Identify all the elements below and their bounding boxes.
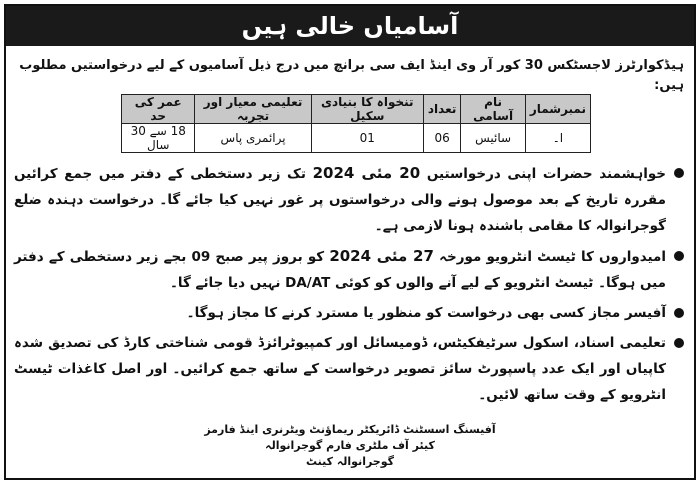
point-2-date: 27 مئی 2024 (329, 247, 434, 265)
cell-post-name: سائیس (461, 124, 525, 153)
point-3-text: آفیسر مجاز کسی بھی درخواست کو منظور یا مسترد کرنے کا مجاز ہوگا۔ (186, 305, 666, 321)
point-4-text: تعلیمی اسناد، اسکول سرٹیفکیٹس، ڈومیسائل اور کمپیوٹرائزڈ قومی شناختی کارڈ کی تصدیق شدہ کاپیاں اور ایک عدد پاسپورٹ سائز تصویر درخواست کے ساتھ جمع کرائیں۔ اور اصل کاغذات ٹیسٹ انٹرویو کے وقت ساتھ لائیں۔ (14, 335, 666, 403)
vacancy-table (121, 94, 591, 153)
table-header-row (122, 95, 591, 124)
signature-line-3: گوجرانوالہ کینٹ (305, 455, 395, 468)
point-1-pre: خواہشمند حضرات اپنی درخواستیں (426, 166, 667, 182)
point-2-pre: امیدواروں کا ٹیسٹ انٹرویو مورخہ (439, 249, 667, 265)
table-row (122, 124, 591, 153)
cell-serial: ا۔ (525, 124, 590, 153)
header-pay-scale: تنخواہ کا بنیادی سکیل (311, 95, 423, 124)
cell-qualification: پرائمری پاس (195, 124, 311, 153)
advertisement (4, 4, 696, 480)
list-item (14, 300, 666, 326)
instructions-list (14, 160, 686, 412)
list-item (14, 330, 666, 408)
signature-line-2: کیئر آف ملٹری فارم گوجرانوالہ (265, 439, 435, 452)
cell-age-limit: 18 سے 30 سال (122, 124, 195, 153)
intro-text: ہیڈکوارٹرز لاجسٹکس 30 کور آر وی اینڈ ایف سی برانچ میں درج ذیل آسامیوں کے لیے درخواستیں مطلوب ہیں: (19, 58, 684, 93)
signature-block (6, 422, 694, 470)
header-age-limit: عمر کی حد (122, 95, 195, 124)
header-count: تعداد (423, 95, 460, 124)
point-1-post: تک زیر دستخطی کے دفتر میں جمع کرائیں مقررہ تاریخ کے بعد موصول ہونے والی درخواستوں پر غور نہیں کیا جائے گا۔ درخواست دہندہ ضلع گوجرانوالہ کا مقامی باشندہ ہونا لازمی ہے۔ (14, 166, 666, 234)
list-item (14, 160, 666, 239)
cell-pay-scale: 01 (311, 124, 423, 153)
point-1-date: 20 مئی 2024 (312, 164, 421, 182)
header-serial: نمبرشمار (525, 95, 590, 124)
list-item (14, 243, 666, 296)
cell-count: 06 (423, 124, 460, 153)
point-2-post: کو بروز پیر صبح 09 بجے زیر دستخطی کے دفتر میں ہوگا۔ ٹیسٹ انٹرویو کے لیے آنے والوں کو کوئی DA/AT نہیں دیا جائے گا۔ (14, 249, 666, 291)
ad-title: آسامیاں خالی ہیں (6, 6, 694, 46)
signature-line-1: آفیسنگ اسسٹنٹ ڈائریکٹر ریماؤنٹ ویٹرنری اینڈ فارمز (204, 423, 496, 436)
header-post-name: نام آسامی (461, 95, 525, 124)
header-qualification: تعلیمی معیار اور تجربہ (195, 95, 311, 124)
